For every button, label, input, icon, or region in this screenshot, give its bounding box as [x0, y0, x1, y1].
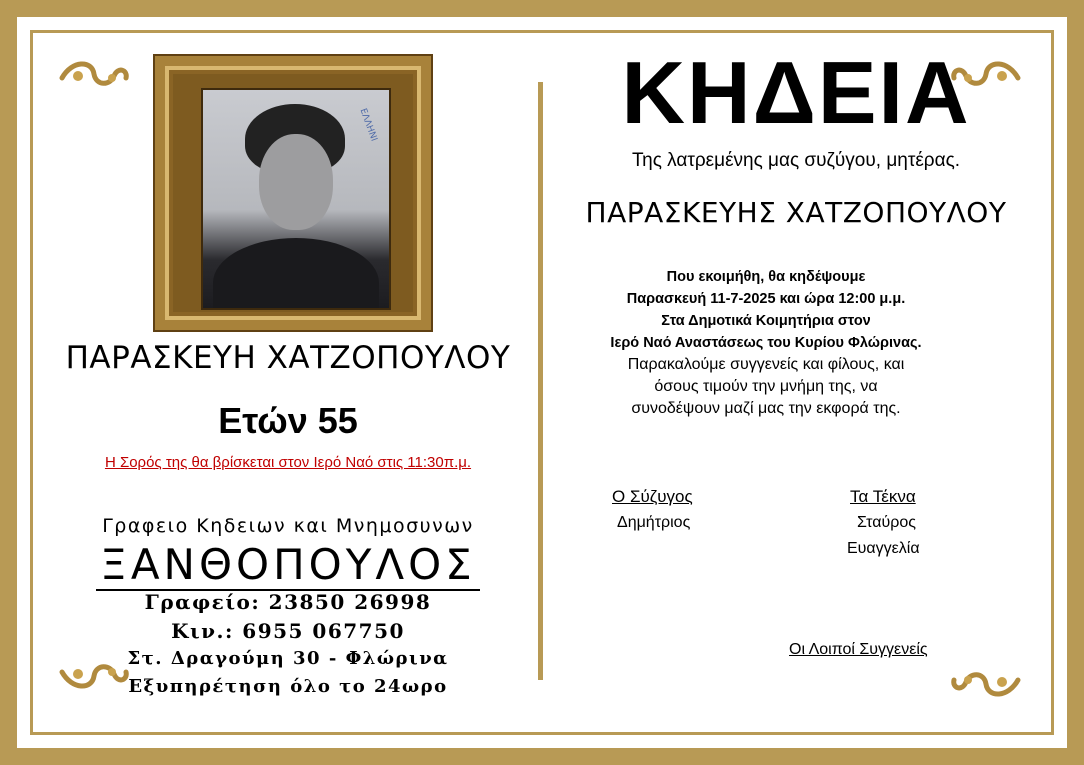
- deceased-age: Ετών 55: [218, 400, 358, 441]
- funeral-office-label: Γραφειο Κηδειων και Μνημοσυνων: [102, 515, 474, 537]
- details-line-7: συνοδέψουν μαζί μας την εκφορά της.: [631, 400, 901, 417]
- photo-frame: [155, 56, 431, 330]
- photo-background-text: ΕΛΛΗΝΙ: [357, 107, 379, 143]
- ornament-bottom-right-icon: [950, 668, 1022, 702]
- children-heading: Τα Τέκνα: [850, 487, 916, 506]
- office-service-hours: Εξυπηρέτηση όλο το 24ωρο: [128, 676, 448, 697]
- details-line-5: Παρακαλούμε συγγενείς και φίλους, και: [627, 356, 905, 373]
- details-line-2: Παρασκευή 11-7-2025 και ώρα 12:00 μ.μ.: [626, 291, 906, 307]
- spouse-heading: Ο Σύζυγος: [612, 487, 693, 506]
- vertical-divider: [538, 82, 543, 680]
- details-line-1: Που εκοιμήθη, θα κηδέψουμε: [666, 269, 866, 285]
- office-address: Στ. Δραγούμη 30 - Φλώρινα: [127, 648, 449, 669]
- spouse-name: Δημήτριος: [617, 514, 691, 531]
- office-phone: Γραφείο: 23850 26998: [144, 590, 432, 614]
- right-deceased-name: ΠΑΡΑΣΚΕΥΗΣ ΧΑΤΖΟΠΟΥΛΟΥ: [585, 196, 1007, 229]
- child-name-1: Σταύρος: [857, 514, 916, 531]
- mobile-phone: Κιν.: 6955 067750: [171, 619, 405, 643]
- funeral-office-name: [40, 540, 536, 589]
- funeral-details: [546, 266, 986, 420]
- left-deceased-name: ΠΑΡΑΣΚΕΥΗ ΧΑΤΖΟΠΟΥΛΟΥ: [65, 340, 511, 376]
- deceased-photo: [201, 88, 391, 310]
- photo-body: [213, 238, 379, 310]
- details-line-4: Ιερό Ναό Αναστάσεως του Κυρίου Φλώρινας.: [610, 335, 922, 351]
- ornament-top-left-icon: [58, 56, 130, 90]
- viewing-notice: Η Σορός της θα βρίσκεται στον Ιερό Ναό στις 11:30π.μ.: [104, 454, 472, 471]
- details-line-6: όσους τιμούν την μνήμη της, να: [654, 378, 878, 395]
- details-line-3: Στα Δημοτικά Κοιμητήρια στον: [661, 313, 871, 329]
- photo-face: [259, 134, 333, 230]
- child-name-2: Ευαγγελία: [847, 540, 920, 557]
- page-title: ΚΗΔΕΙΑ: [621, 43, 971, 142]
- dedication-subtitle: Της λατρεμένης μας συζύγου, μητέρας.: [631, 150, 961, 171]
- other-relatives: Οι Λοιποί Συγγενείς: [789, 641, 928, 658]
- funeral-office-name-text: ΞΑΝΘΟΠΟΥΛΟΣ: [96, 540, 479, 591]
